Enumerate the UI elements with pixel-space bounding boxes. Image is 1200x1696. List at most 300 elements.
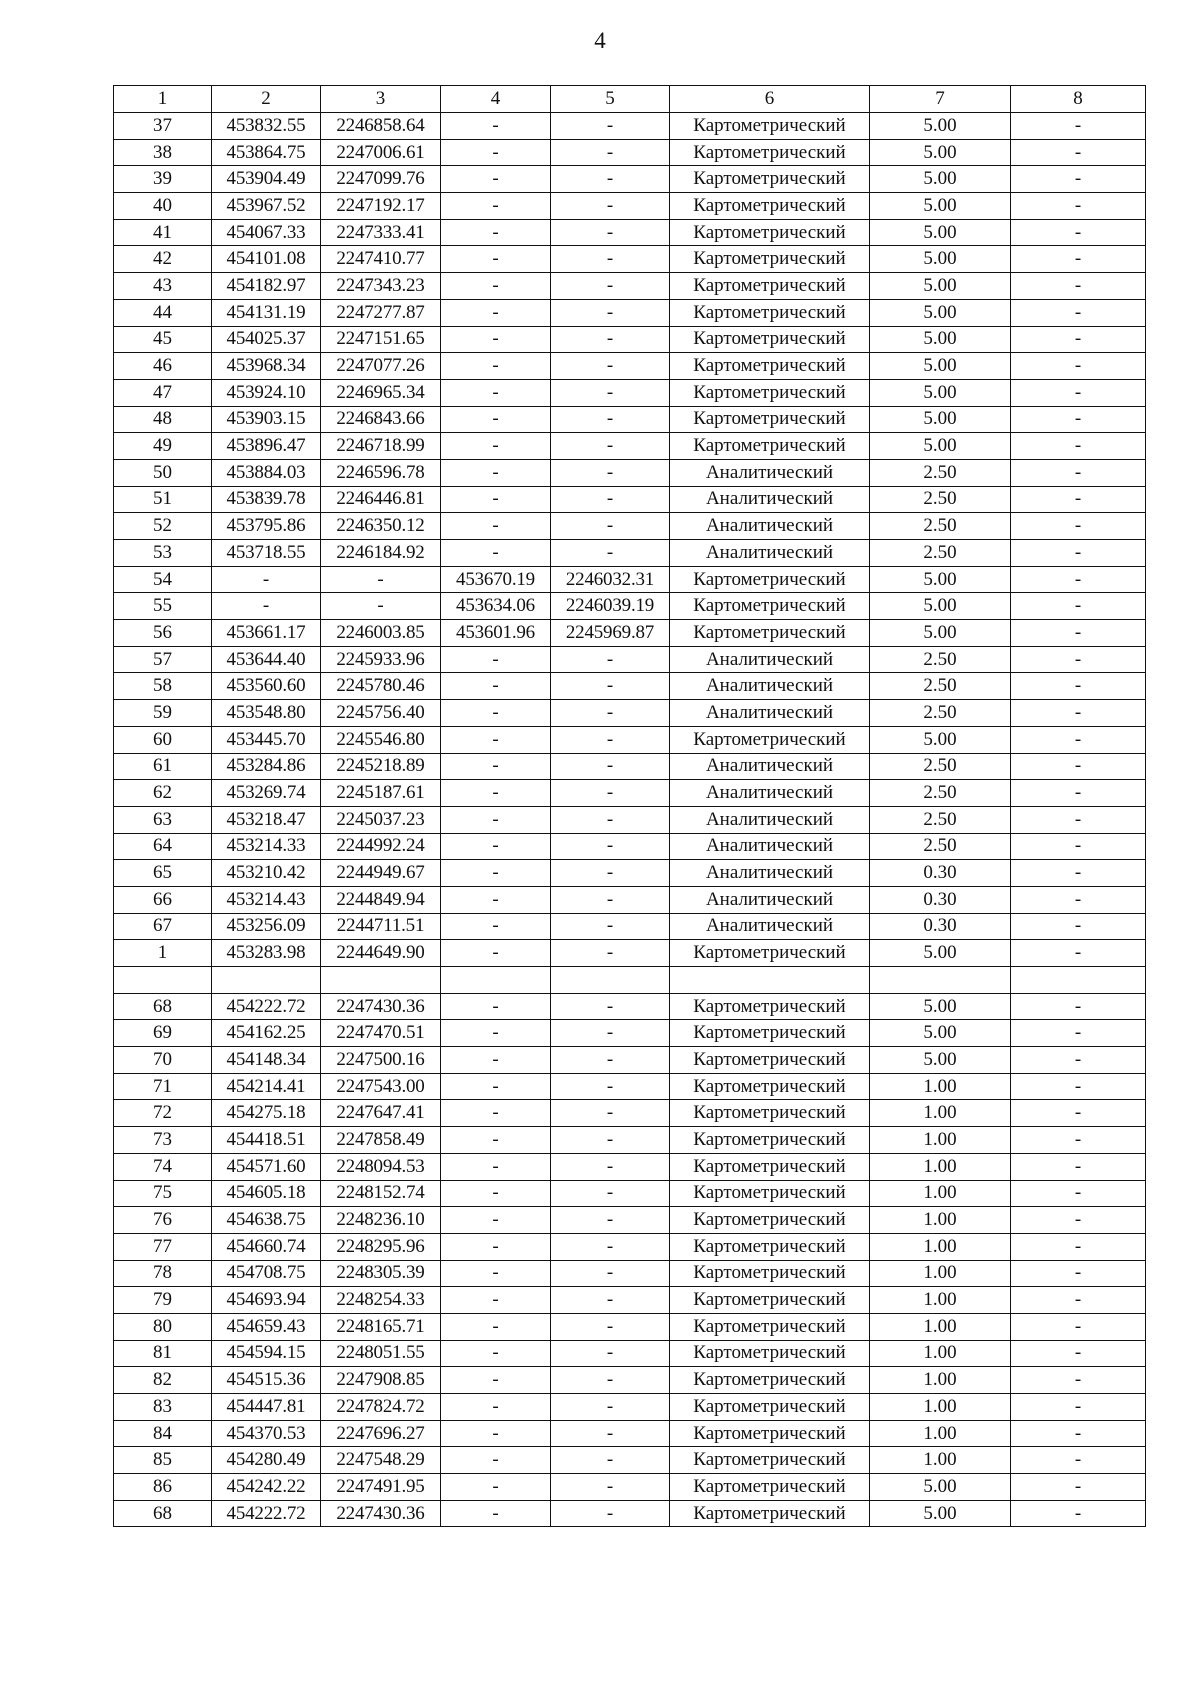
x-coord-alt-cell: - xyxy=(441,433,551,460)
y-coord-alt-cell: - xyxy=(551,139,670,166)
note-cell: - xyxy=(1011,1073,1146,1100)
coordinates-table xyxy=(113,85,1146,1527)
y-coord-cell: 2247343.23 xyxy=(321,273,441,300)
x-coord-alt-cell: - xyxy=(441,166,551,193)
table-row xyxy=(114,1047,1146,1074)
accuracy-cell: 5.00 xyxy=(870,1500,1011,1527)
x-coord-alt-cell: - xyxy=(441,193,551,220)
point-number-cell: 64 xyxy=(114,833,212,860)
point-number-cell: 80 xyxy=(114,1313,212,1340)
x-coord-alt-cell: - xyxy=(441,1474,551,1501)
accuracy-cell: 5.00 xyxy=(870,940,1011,967)
method-cell: Аналитический xyxy=(670,486,870,513)
accuracy-cell: 5.00 xyxy=(870,726,1011,753)
y-coord-alt-cell: 2245969.87 xyxy=(551,620,670,647)
y-coord-alt-cell: - xyxy=(551,1047,670,1074)
point-number-cell: 68 xyxy=(114,1500,212,1527)
point-number-cell: 61 xyxy=(114,753,212,780)
method-cell: Картометрический xyxy=(670,246,870,273)
y-coord-cell: 2248051.55 xyxy=(321,1340,441,1367)
note-cell: - xyxy=(1011,219,1146,246)
x-coord-cell: 453884.03 xyxy=(212,459,321,486)
x-coord-alt-cell: - xyxy=(441,1207,551,1234)
point-number-cell: 75 xyxy=(114,1180,212,1207)
method-cell: Картометрический xyxy=(670,1020,870,1047)
header-cell-5: 5 xyxy=(551,86,670,113)
accuracy-cell: 2.50 xyxy=(870,753,1011,780)
method-cell: Картометрический xyxy=(670,1447,870,1474)
table-row xyxy=(114,940,1146,967)
table-row xyxy=(114,1394,1146,1421)
accuracy-cell: 5.00 xyxy=(870,1020,1011,1047)
x-coord-alt-cell: - xyxy=(441,806,551,833)
x-coord-cell: 453904.49 xyxy=(212,166,321,193)
note-cell: - xyxy=(1011,593,1146,620)
x-coord-alt-cell: - xyxy=(441,673,551,700)
y-coord-cell: 2246446.81 xyxy=(321,486,441,513)
table-row xyxy=(114,860,1146,887)
method-cell: Картометрический xyxy=(670,940,870,967)
y-coord-alt-cell: - xyxy=(551,780,670,807)
header-cell-3: 3 xyxy=(321,86,441,113)
x-coord-cell: 454222.72 xyxy=(212,1500,321,1527)
method-cell: Картометрический xyxy=(670,1287,870,1314)
x-coord-cell: 453283.98 xyxy=(212,940,321,967)
point-number-cell: 73 xyxy=(114,1127,212,1154)
y-coord-alt-cell: - xyxy=(551,246,670,273)
accuracy-cell: 5.00 xyxy=(870,593,1011,620)
table-row xyxy=(114,1500,1146,1527)
y-coord-cell: 2248165.71 xyxy=(321,1313,441,1340)
point-number-cell: 55 xyxy=(114,593,212,620)
x-coord-cell: 453903.15 xyxy=(212,406,321,433)
accuracy-cell: 2.50 xyxy=(870,700,1011,727)
x-coord-cell: 453210.42 xyxy=(212,860,321,887)
method-cell: Аналитический xyxy=(670,913,870,940)
note-cell: - xyxy=(1011,646,1146,673)
x-coord-cell: 453218.47 xyxy=(212,806,321,833)
x-coord-alt-cell: - xyxy=(441,1073,551,1100)
y-coord-cell: 2248152.74 xyxy=(321,1180,441,1207)
y-coord-alt-cell: - xyxy=(551,886,670,913)
accuracy-cell: 5.00 xyxy=(870,113,1011,140)
accuracy-cell: 1.00 xyxy=(870,1073,1011,1100)
table-row xyxy=(114,246,1146,273)
y-coord-cell: 2247500.16 xyxy=(321,1047,441,1074)
y-coord-alt-cell: 2246039.19 xyxy=(551,593,670,620)
y-coord-cell: 2248305.39 xyxy=(321,1260,441,1287)
y-coord-cell: 2246350.12 xyxy=(321,513,441,540)
x-coord-cell: 454659.43 xyxy=(212,1313,321,1340)
method-cell: Картометрический xyxy=(670,299,870,326)
point-number-cell: 83 xyxy=(114,1394,212,1421)
y-coord-cell: 2245218.89 xyxy=(321,753,441,780)
x-coord-cell: 454148.34 xyxy=(212,1047,321,1074)
method-cell: Картометрический xyxy=(670,353,870,380)
table-row xyxy=(114,1447,1146,1474)
x-coord-alt-cell: - xyxy=(441,1394,551,1421)
x-coord-alt-cell: - xyxy=(441,860,551,887)
point-number-cell: 40 xyxy=(114,193,212,220)
point-number-cell: 60 xyxy=(114,726,212,753)
x-coord-alt-cell: - xyxy=(441,700,551,727)
x-coord-alt-cell: - xyxy=(441,540,551,567)
y-coord-alt-cell: - xyxy=(551,433,670,460)
x-coord-alt-cell: - xyxy=(441,1180,551,1207)
method-cell: Картометрический xyxy=(670,113,870,140)
accuracy-cell: 5.00 xyxy=(870,993,1011,1020)
note-cell: - xyxy=(1011,1474,1146,1501)
note-cell: - xyxy=(1011,486,1146,513)
y-coord-alt-cell: - xyxy=(551,379,670,406)
x-coord-cell: 453560.60 xyxy=(212,673,321,700)
x-coord-alt-cell: - xyxy=(441,646,551,673)
y-coord-alt-cell xyxy=(551,967,670,994)
accuracy-cell: 1.00 xyxy=(870,1447,1011,1474)
y-coord-cell: 2247430.36 xyxy=(321,993,441,1020)
y-coord-cell: 2247908.85 xyxy=(321,1367,441,1394)
point-number-cell: 74 xyxy=(114,1153,212,1180)
x-coord-cell: 454101.08 xyxy=(212,246,321,273)
x-coord-cell: 454594.15 xyxy=(212,1340,321,1367)
x-coord-cell: 454067.33 xyxy=(212,219,321,246)
x-coord-alt-cell: - xyxy=(441,1287,551,1314)
y-coord-cell: 2244992.24 xyxy=(321,833,441,860)
x-coord-alt-cell: - xyxy=(441,940,551,967)
note-cell: - xyxy=(1011,753,1146,780)
point-number-cell: 66 xyxy=(114,886,212,913)
note-cell: - xyxy=(1011,993,1146,1020)
method-cell: Аналитический xyxy=(670,646,870,673)
table-row xyxy=(114,1474,1146,1501)
method-cell: Аналитический xyxy=(670,886,870,913)
point-number-cell: 49 xyxy=(114,433,212,460)
y-coord-alt-cell: - xyxy=(551,700,670,727)
x-coord-alt-cell: - xyxy=(441,486,551,513)
x-coord-cell: 453256.09 xyxy=(212,913,321,940)
accuracy-cell: 5.00 xyxy=(870,193,1011,220)
y-coord-cell: 2248254.33 xyxy=(321,1287,441,1314)
table-row xyxy=(114,540,1146,567)
accuracy-cell: 1.00 xyxy=(870,1394,1011,1421)
x-coord-alt-cell: - xyxy=(441,1233,551,1260)
header-cell-1: 1 xyxy=(114,86,212,113)
point-number-cell: 37 xyxy=(114,113,212,140)
y-coord-alt-cell: - xyxy=(551,1340,670,1367)
accuracy-cell: 2.50 xyxy=(870,646,1011,673)
note-cell: - xyxy=(1011,193,1146,220)
x-coord-cell: 454162.25 xyxy=(212,1020,321,1047)
x-coord-alt-cell: - xyxy=(441,886,551,913)
note-cell: - xyxy=(1011,780,1146,807)
method-cell: Картометрический xyxy=(670,1127,870,1154)
y-coord-alt-cell: - xyxy=(551,1207,670,1234)
table-row xyxy=(114,1313,1146,1340)
table-row xyxy=(114,299,1146,326)
header-cell-7: 7 xyxy=(870,86,1011,113)
y-coord-cell: 2245187.61 xyxy=(321,780,441,807)
note-cell: - xyxy=(1011,166,1146,193)
x-coord-alt-cell: - xyxy=(441,1127,551,1154)
x-coord-cell: 454280.49 xyxy=(212,1447,321,1474)
y-coord-alt-cell: - xyxy=(551,673,670,700)
method-cell: Картометрический xyxy=(670,326,870,353)
y-coord-alt-cell: - xyxy=(551,1394,670,1421)
point-number-cell: 47 xyxy=(114,379,212,406)
point-number-cell: 39 xyxy=(114,166,212,193)
y-coord-alt-cell: - xyxy=(551,326,670,353)
point-number-cell: 42 xyxy=(114,246,212,273)
y-coord-alt-cell: - xyxy=(551,1313,670,1340)
accuracy-cell: 1.00 xyxy=(870,1100,1011,1127)
y-coord-alt-cell: - xyxy=(551,1127,670,1154)
x-coord-alt-cell: - xyxy=(441,353,551,380)
x-coord-cell: 454214.41 xyxy=(212,1073,321,1100)
point-number-cell: 71 xyxy=(114,1073,212,1100)
x-coord-alt-cell xyxy=(441,967,551,994)
note-cell: - xyxy=(1011,1233,1146,1260)
note-cell: - xyxy=(1011,620,1146,647)
x-coord-alt-cell: - xyxy=(441,1047,551,1074)
y-coord-alt-cell: - xyxy=(551,1100,670,1127)
method-cell: Картометрический xyxy=(670,620,870,647)
note-cell: - xyxy=(1011,833,1146,860)
y-coord-cell: 2247491.95 xyxy=(321,1474,441,1501)
table-row xyxy=(114,1073,1146,1100)
x-coord-cell: 453864.75 xyxy=(212,139,321,166)
x-coord-cell: - xyxy=(212,593,321,620)
accuracy-cell: 1.00 xyxy=(870,1127,1011,1154)
method-cell: Аналитический xyxy=(670,673,870,700)
table-row xyxy=(114,753,1146,780)
y-coord-cell: 2247543.00 xyxy=(321,1073,441,1100)
x-coord-alt-cell: - xyxy=(441,1447,551,1474)
y-coord-cell: 2247647.41 xyxy=(321,1100,441,1127)
y-coord-alt-cell: - xyxy=(551,299,670,326)
note-cell: - xyxy=(1011,1020,1146,1047)
accuracy-cell: 2.50 xyxy=(870,806,1011,833)
note-cell: - xyxy=(1011,1180,1146,1207)
note-cell: - xyxy=(1011,1153,1146,1180)
x-coord-alt-cell: - xyxy=(441,753,551,780)
y-coord-cell: 2246596.78 xyxy=(321,459,441,486)
y-coord-cell: 2244711.51 xyxy=(321,913,441,940)
method-cell: Аналитический xyxy=(670,806,870,833)
point-number-cell: 1 xyxy=(114,940,212,967)
x-coord-alt-cell: - xyxy=(441,1313,551,1340)
x-coord-cell: 453896.47 xyxy=(212,433,321,460)
x-coord-cell: 454693.94 xyxy=(212,1287,321,1314)
x-coord-alt-cell: - xyxy=(441,1340,551,1367)
x-coord-cell: 454182.97 xyxy=(212,273,321,300)
table-row xyxy=(114,406,1146,433)
x-coord-alt-cell: - xyxy=(441,273,551,300)
y-coord-cell: 2247077.26 xyxy=(321,353,441,380)
point-number-cell: 86 xyxy=(114,1474,212,1501)
point-number-cell: 67 xyxy=(114,913,212,940)
x-coord-alt-cell: 453601.96 xyxy=(441,620,551,647)
x-coord-cell: 454708.75 xyxy=(212,1260,321,1287)
y-coord-alt-cell: - xyxy=(551,353,670,380)
y-coord-cell: 2247099.76 xyxy=(321,166,441,193)
method-cell: Картометрический xyxy=(670,139,870,166)
table-row xyxy=(114,326,1146,353)
x-coord-cell: 453924.10 xyxy=(212,379,321,406)
point-number-cell: 53 xyxy=(114,540,212,567)
point-number-cell: 44 xyxy=(114,299,212,326)
note-cell: - xyxy=(1011,273,1146,300)
note-cell: - xyxy=(1011,540,1146,567)
y-coord-cell: 2247548.29 xyxy=(321,1447,441,1474)
method-cell: Картометрический xyxy=(670,1474,870,1501)
x-coord-cell: 453718.55 xyxy=(212,540,321,567)
table-row xyxy=(114,1260,1146,1287)
y-coord-alt-cell: - xyxy=(551,646,670,673)
method-cell: Аналитический xyxy=(670,700,870,727)
y-coord-cell: 2247006.61 xyxy=(321,139,441,166)
method-cell: Картометрический xyxy=(670,1500,870,1527)
note-cell: - xyxy=(1011,1500,1146,1527)
method-cell: Картометрический xyxy=(670,273,870,300)
method-cell: Картометрический xyxy=(670,433,870,460)
accuracy-cell: 5.00 xyxy=(870,566,1011,593)
table-row xyxy=(114,700,1146,727)
table-row xyxy=(114,113,1146,140)
y-coord-alt-cell: - xyxy=(551,726,670,753)
method-cell: Аналитический xyxy=(670,833,870,860)
x-coord-alt-cell: - xyxy=(441,833,551,860)
accuracy-cell: 5.00 xyxy=(870,353,1011,380)
x-coord-alt-cell: - xyxy=(441,1500,551,1527)
x-coord-cell: 453661.17 xyxy=(212,620,321,647)
x-coord-alt-cell: - xyxy=(441,139,551,166)
point-number-cell: 51 xyxy=(114,486,212,513)
point-number-cell: 41 xyxy=(114,219,212,246)
y-coord-alt-cell: - xyxy=(551,1180,670,1207)
table-row xyxy=(114,646,1146,673)
x-coord-cell: 453269.74 xyxy=(212,780,321,807)
point-number-cell: 54 xyxy=(114,566,212,593)
table-row xyxy=(114,1100,1146,1127)
point-number-cell: 85 xyxy=(114,1447,212,1474)
x-coord-alt-cell: - xyxy=(441,406,551,433)
note-cell: - xyxy=(1011,1047,1146,1074)
y-coord-alt-cell: 2246032.31 xyxy=(551,566,670,593)
y-coord-alt-cell: - xyxy=(551,486,670,513)
note-cell: - xyxy=(1011,886,1146,913)
y-coord-alt-cell: - xyxy=(551,1287,670,1314)
y-coord-alt-cell: - xyxy=(551,1447,670,1474)
x-coord-cell: 454370.53 xyxy=(212,1420,321,1447)
table-row xyxy=(114,1367,1146,1394)
method-cell: Аналитический xyxy=(670,540,870,567)
point-number-cell: 57 xyxy=(114,646,212,673)
x-coord-cell: 454025.37 xyxy=(212,326,321,353)
method-cell: Аналитический xyxy=(670,780,870,807)
note-cell: - xyxy=(1011,673,1146,700)
note-cell: - xyxy=(1011,379,1146,406)
x-coord-cell: 453967.52 xyxy=(212,193,321,220)
y-coord-cell: 2247192.17 xyxy=(321,193,441,220)
y-coord-alt-cell: - xyxy=(551,1420,670,1447)
method-cell: Картометрический xyxy=(670,1233,870,1260)
note-cell: - xyxy=(1011,113,1146,140)
accuracy-cell: 5.00 xyxy=(870,620,1011,647)
method-cell: Картометрический xyxy=(670,379,870,406)
note-cell: - xyxy=(1011,1367,1146,1394)
point-number-cell: 76 xyxy=(114,1207,212,1234)
table-row xyxy=(114,273,1146,300)
method-cell: Картометрический xyxy=(670,1260,870,1287)
x-coord-alt-cell: - xyxy=(441,726,551,753)
accuracy-cell: 2.50 xyxy=(870,486,1011,513)
point-number-cell: 68 xyxy=(114,993,212,1020)
table-row xyxy=(114,139,1146,166)
point-number-cell: 48 xyxy=(114,406,212,433)
header-cell-2: 2 xyxy=(212,86,321,113)
method-cell: Картометрический xyxy=(670,1073,870,1100)
y-coord-alt-cell: - xyxy=(551,540,670,567)
note-cell: - xyxy=(1011,513,1146,540)
y-coord-alt-cell: - xyxy=(551,459,670,486)
method-cell: Картометрический xyxy=(670,1340,870,1367)
y-coord-alt-cell: - xyxy=(551,1233,670,1260)
table-header-row xyxy=(114,86,1146,113)
point-number-cell: 77 xyxy=(114,1233,212,1260)
point-number-cell: 79 xyxy=(114,1287,212,1314)
y-coord-alt-cell: - xyxy=(551,1153,670,1180)
point-number-cell: 65 xyxy=(114,860,212,887)
x-coord-cell: 453284.86 xyxy=(212,753,321,780)
note-cell: - xyxy=(1011,1207,1146,1234)
accuracy-cell: 2.50 xyxy=(870,833,1011,860)
table-row xyxy=(114,1127,1146,1154)
point-number-cell: 46 xyxy=(114,353,212,380)
note-cell: - xyxy=(1011,1260,1146,1287)
accuracy-cell: 5.00 xyxy=(870,139,1011,166)
header-cell-4: 4 xyxy=(441,86,551,113)
x-coord-cell: 453832.55 xyxy=(212,113,321,140)
accuracy-cell: 5.00 xyxy=(870,273,1011,300)
header-cell-6: 6 xyxy=(670,86,870,113)
point-number-cell: 59 xyxy=(114,700,212,727)
point-number-cell: 52 xyxy=(114,513,212,540)
table-row xyxy=(114,486,1146,513)
table-row xyxy=(114,1233,1146,1260)
table-row xyxy=(114,593,1146,620)
y-coord-alt-cell: - xyxy=(551,833,670,860)
y-coord-cell: 2245933.96 xyxy=(321,646,441,673)
method-cell: Картометрический xyxy=(670,566,870,593)
x-coord-cell: 454605.18 xyxy=(212,1180,321,1207)
table-row xyxy=(114,1153,1146,1180)
accuracy-cell: 5.00 xyxy=(870,1047,1011,1074)
y-coord-alt-cell: - xyxy=(551,113,670,140)
note-cell xyxy=(1011,967,1146,994)
x-coord-cell: - xyxy=(212,566,321,593)
method-cell: Картометрический xyxy=(670,1367,870,1394)
y-coord-alt-cell: - xyxy=(551,860,670,887)
table-row xyxy=(114,1207,1146,1234)
accuracy-cell: 1.00 xyxy=(870,1207,1011,1234)
method-cell: Картометрический xyxy=(670,1207,870,1234)
method-cell: Картометрический xyxy=(670,1047,870,1074)
y-coord-alt-cell: - xyxy=(551,753,670,780)
table-row xyxy=(114,379,1146,406)
accuracy-cell: 1.00 xyxy=(870,1287,1011,1314)
table-row xyxy=(114,726,1146,753)
x-coord-alt-cell: - xyxy=(441,1420,551,1447)
